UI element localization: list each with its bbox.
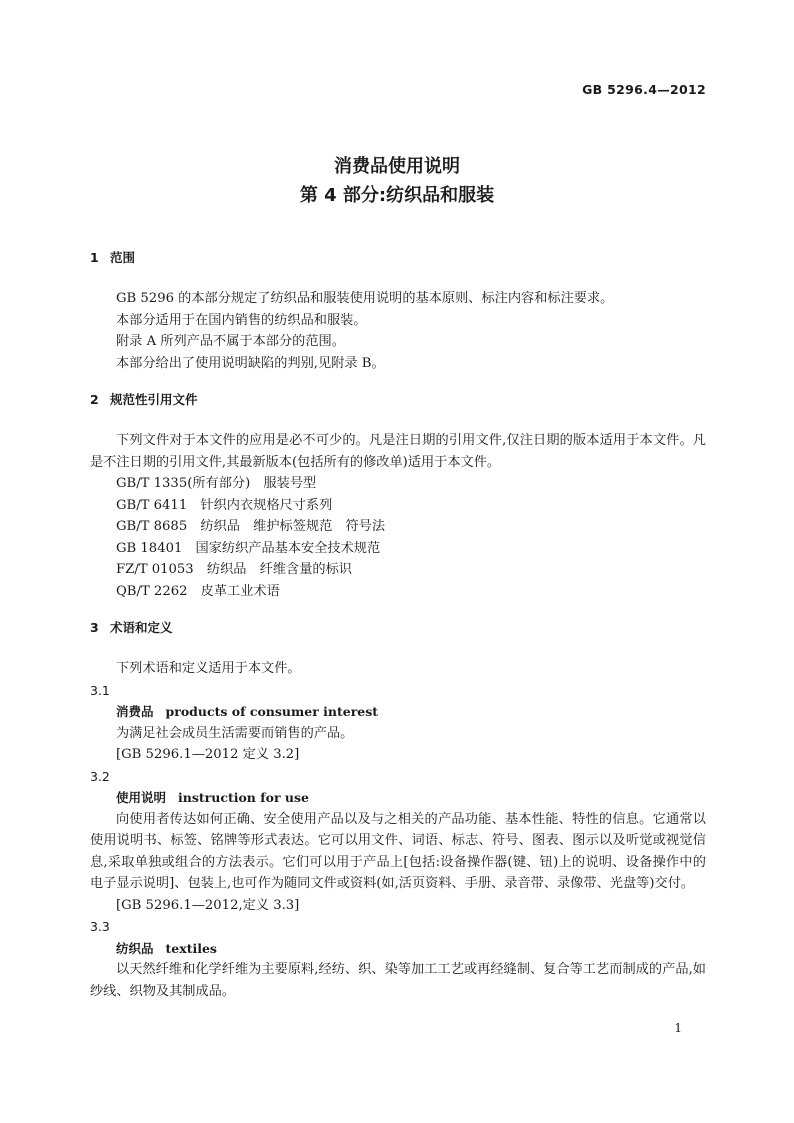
document-body [90,247,706,1002]
clause-number: 3.3 [90,919,110,934]
term-heading [90,938,706,960]
page-number: 1 [674,1021,682,1035]
section-title: 规范性引用文件 [110,392,198,407]
term-chinese: 纺织品 [116,940,154,956]
section-heading-normative-references [90,389,706,411]
term-english: products of consumer interest [165,704,379,719]
term-chinese: 消费品 [116,704,154,719]
reference-item: FZ/T 01053 纺织品 纤维含量的标识 [116,562,352,577]
scope-line: 附录 A 所列产品不属于本部分的范围。 [116,334,345,349]
section-number: 3 [90,620,99,635]
document-title: 消费品使用说明 [334,156,460,177]
standard-code: GB 5296.4—2012 [582,82,706,97]
term-english: textiles [165,940,217,956]
scope-line: 本部分给出了使用说明缺陷的判别,见附录 B。 [116,355,385,371]
term-definition: 向使用者传达如何正确、安全使用产品以及与之相关的产品功能、基本性能、特性的信息。它通常以使用说明书、标签、铭牌等形式表达。它可以用文件、词语、标志、符号、图表、图示以及听觉或视觉信息,采取单独或组合的方法表示。它们可以用于产品上[包括:设备操作器(键、钮)上的说明、设备操作中的电子显示说明]、包装上,也可作为随同文件或资料(如,活页资料、手册、录音带、录像带、光盘等)交付。 [90,811,706,891]
scope-line: GB 5296 的本部分规定了纺织品和服装使用说明的基本原则、标注内容和标注要求。 [116,291,614,306]
section-number: 1 [90,250,99,265]
reference-item: GB/T 1335(所有部分) 服装号型 [116,476,317,491]
reference-item: GB/T 8685 纺织品 维护标签规范 符号法 [116,519,386,534]
term-heading [90,787,706,809]
clause-number: 3.2 [90,768,110,784]
document-subtitle: 第 4 部分:纺织品和服装 [299,185,495,206]
section-title: 范围 [110,250,136,265]
terms-intro: 下列术语和定义适用于本文件。 [116,661,301,676]
scope-line: 本部分适用于在国内销售的纺织品和服装。 [116,312,367,328]
reference-item: GB 18401 国家纺织产品基本安全技术规范 [116,540,381,556]
reference-item: GB/T 6411 针织内衣规格尺寸系列 [116,497,333,513]
section-heading-terms-definitions [90,617,706,639]
reference-item: QB/T 2262 皮革工业术语 [116,583,280,599]
term-source: [GB 5296.1—2012,定义 3.3] [116,897,300,913]
clause-number: 3.1 [90,682,110,698]
term-source: [GB 5296.1—2012 定义 3.2] [116,747,300,762]
references-intro: 下列文件对于本文件的应用是必不可少的。凡是注日期的引用文件,仅注日期的版本适用于本文件。凡是不注日期的引用文件,其最新版本(包括所有的修改单)适用于本文件。 [90,433,706,470]
term-english: instruction for use [178,790,309,805]
term-chinese: 使用说明 [116,790,167,805]
section-heading-scope [90,247,706,269]
term-definition: 以天然纤维和化学纤维为主要原料,经纺、织、染等加工工艺或再经缝制、复合等工艺而制成的产品,如纱线、织物及其制成品。 [90,962,706,999]
term-heading [90,701,706,723]
section-title: 术语和定义 [110,620,173,635]
term-definition: 为满足社会成员生活需要而销售的产品。 [116,725,354,741]
section-number: 2 [90,392,99,407]
